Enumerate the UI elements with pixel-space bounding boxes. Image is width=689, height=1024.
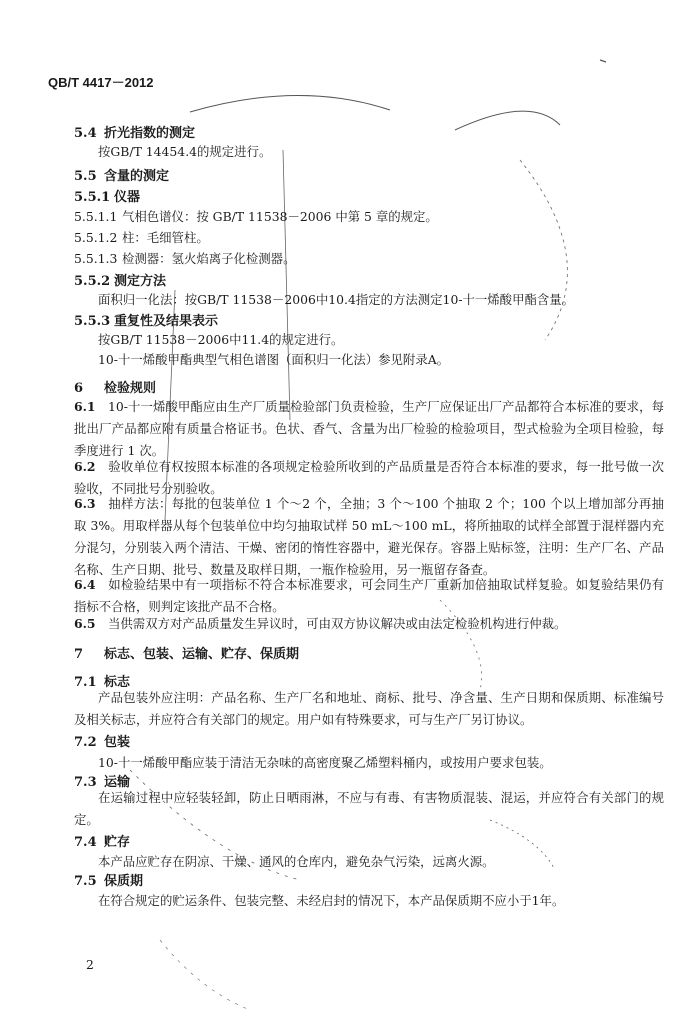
section-title: 包装 xyxy=(104,735,131,750)
section-7-5-body: 在符合规定的贮运条件、包装完整、未经启封的情况下，本产品保质期不应小于1年。 xyxy=(98,893,565,908)
clause-number: 6.4 xyxy=(74,577,96,592)
clause-text: 柱：毛细管柱。 xyxy=(122,230,209,245)
section-title: 标志 xyxy=(104,675,131,690)
section-title: 仪器 xyxy=(114,190,141,205)
section-5-5-2-heading xyxy=(74,270,166,289)
clause-text: 10-十一烯酸甲酯应由生产厂质量检验部门负责检验，生产厂应保证出厂产品都符合本标准的要求，每批出厂产品都应附有质量合格证书。色状、香气、含量为出厂检验的检验项目，型式检验为全项目检验，每季度进行 1 次。 xyxy=(74,399,664,458)
clause-number: 6.2 xyxy=(74,459,96,474)
section-title: 折光指数的测定 xyxy=(104,126,196,141)
section-number: 7.1 xyxy=(74,675,97,690)
section-title: 检验规则 xyxy=(104,381,157,396)
section-5-5-1-3-line xyxy=(74,249,295,267)
section-number: 7 xyxy=(74,647,84,662)
section-number: 7.5 xyxy=(74,874,97,889)
clause-number: 5.5.1.1 xyxy=(74,209,118,224)
section-7-1-body: 产品包装外应注明：产品名称、生产厂名和地址、商标、批号、净含量、生产日期和保质期、标准编号及相关标志，并应符合有关部门的规定。用户如有特殊要求，可与生产厂另订协议。 xyxy=(74,690,664,727)
section-title: 测定方法 xyxy=(114,274,167,289)
clause-text: 如检验结果中有一项指标不符合本标准要求，可会同生产厂重新加倍抽取试样复验。如复验结果仍有指标不合格，则判定该批产品不合格。 xyxy=(74,577,664,614)
clause-text: 当供需双方对产品质量发生异议时，可由双方协议解决或由法定检验机构进行仲裁。 xyxy=(108,616,567,631)
section-number: 5.5 xyxy=(74,169,97,184)
page-number: 2 xyxy=(86,957,94,972)
clause-number: 5.5.1.2 xyxy=(74,230,118,245)
section-5-5-1-heading xyxy=(74,186,140,205)
section-7-2-body: 10-十一烯酸甲酯应装于清洁无杂味的高密度聚乙烯塑料桶内，或按用户要求包装。 xyxy=(98,755,552,770)
section-number: 7.3 xyxy=(74,775,97,790)
section-number: 5.5.3 xyxy=(74,314,111,329)
section-7-heading xyxy=(74,643,299,662)
section-7-4-heading xyxy=(74,831,130,850)
section-title: 保质期 xyxy=(104,874,144,889)
section-5-5-3-heading xyxy=(74,310,218,329)
clause-number: 6.1 xyxy=(74,399,96,414)
section-5-5-2-body: 面积归一化法：按GB/T 11538－2006中10.4指定的方法测定10-十一烯酸甲酯含量。 xyxy=(98,292,575,307)
section-6-5-paragraph xyxy=(74,613,664,635)
section-title: 运输 xyxy=(104,775,131,790)
section-7-3-body: 在运输过程中应轻装轻卸，防止日晒雨淋，不应与有毒、有害物质混装、混运，并应符合有关部门的规定。 xyxy=(74,790,664,827)
section-7-5-heading xyxy=(74,870,143,889)
section-5-5-1-1-line xyxy=(74,207,438,225)
section-7-4-body: 本产品应贮存在阴凉、干燥、通风的仓库内，避免杂气污染，远离火源。 xyxy=(98,854,495,869)
section-title: 含量的测定 xyxy=(104,169,170,184)
section-7-2-heading xyxy=(74,731,130,750)
section-title: 贮存 xyxy=(104,835,131,850)
section-6-heading xyxy=(74,377,156,396)
section-6-4-paragraph xyxy=(74,574,664,618)
clause-text: 气相色谱仪：按 GB/T 11538－2006 中第 5 章的规定。 xyxy=(122,209,438,224)
section-6-1-paragraph xyxy=(74,396,664,462)
section-5-5-1-2-line xyxy=(74,228,209,246)
section-5-4-body: 按GB/T 14454.4的规定进行。 xyxy=(98,144,272,159)
section-5-5-3-body-1: 按GB/T 11538－2006中11.4的规定进行。 xyxy=(98,332,344,347)
section-number: 7.2 xyxy=(74,735,97,750)
clause-number: 6.3 xyxy=(74,496,96,511)
clause-text: 验收单位有权按照本标准的各项规定检验所收到的产品质量是否符合本标准的要求，每一批号做一次验收，不同批号分别验收。 xyxy=(74,459,664,496)
clause-text: 抽样方法：每批的包装单位 1 个～2 个，全抽；3 个～100 个抽取 2 个；100 个以上增加部分再抽取 3%。用取样器从每个包装单位中均匀抽取试样 50 mL～100 mL，将所抽取的试样全部置于混样器内充分混匀，分别装入两个清洁、干燥、密闭的惰性容器中，避光保存。容器上贴标签，注明：生产厂名、产品名称、生产日期、批号、数量及取样日期，一瓶作检验用，另一瓶留存备查。 xyxy=(74,496,664,577)
section-6-3-paragraph xyxy=(74,493,664,581)
clause-text: 检测器：氢火焰离子化检测器。 xyxy=(122,251,296,266)
section-title: 标志、包装、运输、贮存、保质期 xyxy=(104,647,300,662)
section-number: 6 xyxy=(74,381,84,396)
section-5-5-heading xyxy=(74,165,169,184)
clause-number: 6.5 xyxy=(74,616,96,631)
section-number: 7.4 xyxy=(74,835,97,850)
standard-id-header: QB/T 4417－2012 xyxy=(48,75,154,90)
section-number: 5.4 xyxy=(74,126,97,141)
section-title: 重复性及结果表示 xyxy=(114,314,219,329)
section-number: 5.5.2 xyxy=(74,274,111,289)
section-number: 5.5.1 xyxy=(74,190,111,205)
clause-number: 5.5.1.3 xyxy=(74,251,118,266)
section-5-5-3-body-2: 10-十一烯酸甲酯典型气相色谱图（面积归一化法）参见附录A。 xyxy=(98,352,450,367)
section-5-4-heading xyxy=(74,122,195,141)
